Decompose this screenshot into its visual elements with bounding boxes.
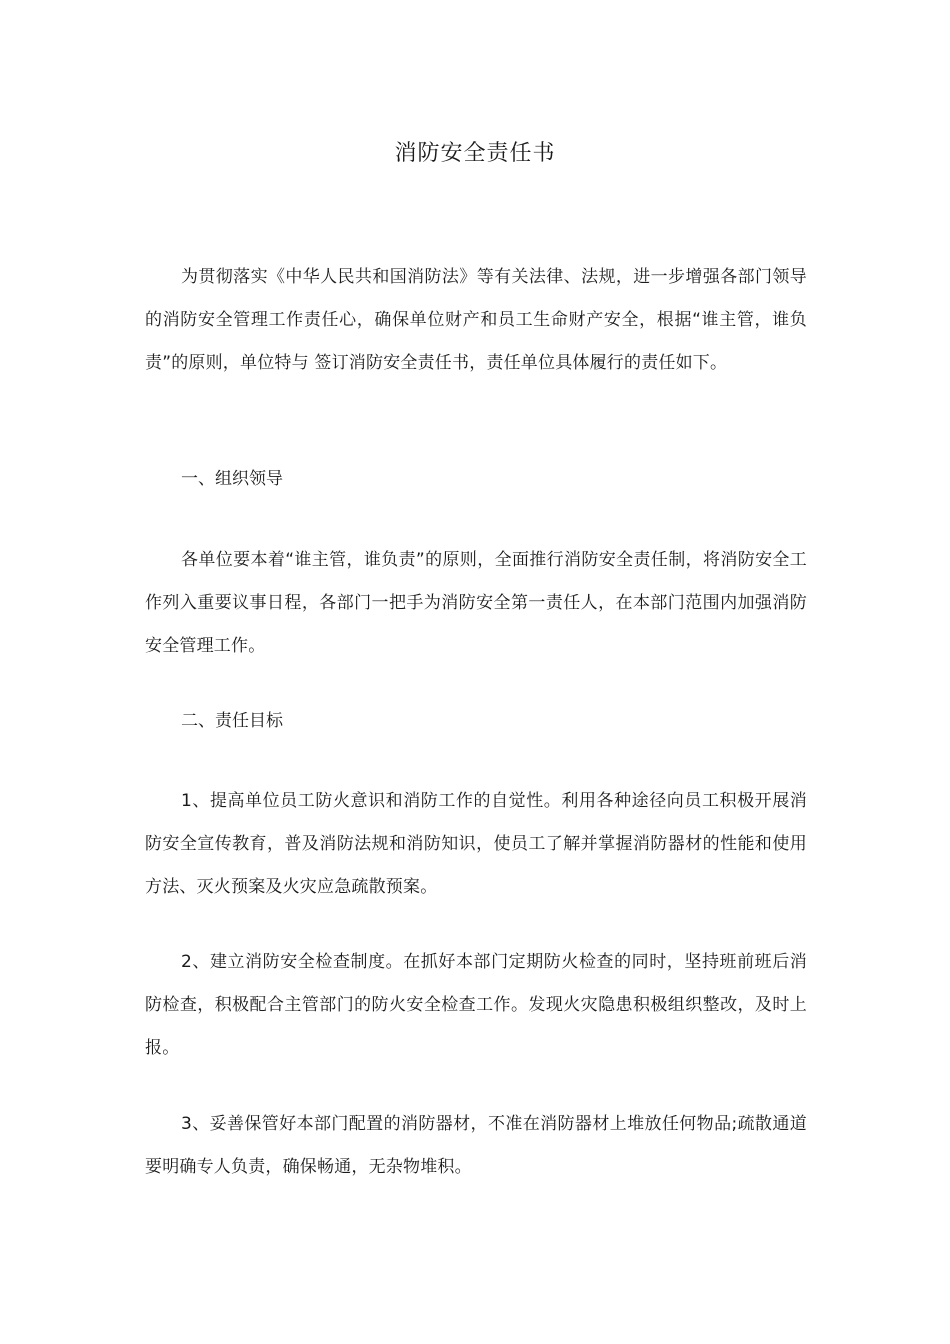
goal-item-1: 1、提高单位员工防火意识和消防工作的自觉性。利用各种途径向员工积极开展消防安全宣传教育，普及消防法规和消防知识，使员工了解并掌握消防器材的性能和使用方法、灭火预案及火灾应急疏散预案。 — [145, 791, 807, 897]
document-title: 消防安全责任书 — [394, 141, 556, 166]
intro-paragraph: 为贯彻落实《中华人民共和国消防法》等有关法律、法规，进一步增强各部门领导的消防安全管理工作责任心，确保单位财产和员工生命财产安全，根据“谁主管，谁负责”的原则，单位特与 签订消防安全责任书，责任单位具体履行的责任如下。 — [145, 267, 807, 373]
section-paragraph: 各单位要本着“谁主管，谁负责”的原则，全面推行消防安全责任制，将消防安全工作列入重要议事日程，各部门一把手为消防安全第一责任人，在本部门范围内加强消防安全管理工作。 — [145, 550, 807, 656]
goal-item-2: 2、建立消防安全检查制度。在抓好本部门定期防火检查的同时，坚持班前班后消防检查，积极配合主管部门的防火安全检查工作。发现火灾隐患积极组织整改，及时上报。 — [145, 952, 807, 1058]
section-heading-goals: 二、责任目标 — [181, 711, 283, 731]
goal-item-3: 3、妥善保管好本部门配置的消防器材，不准在消防器材上堆放任何物品;疏散通道要明确专人负责，确保畅通，无杂物堆积。 — [145, 1114, 807, 1177]
section-heading-organization: 一、组织领导 — [181, 469, 283, 489]
